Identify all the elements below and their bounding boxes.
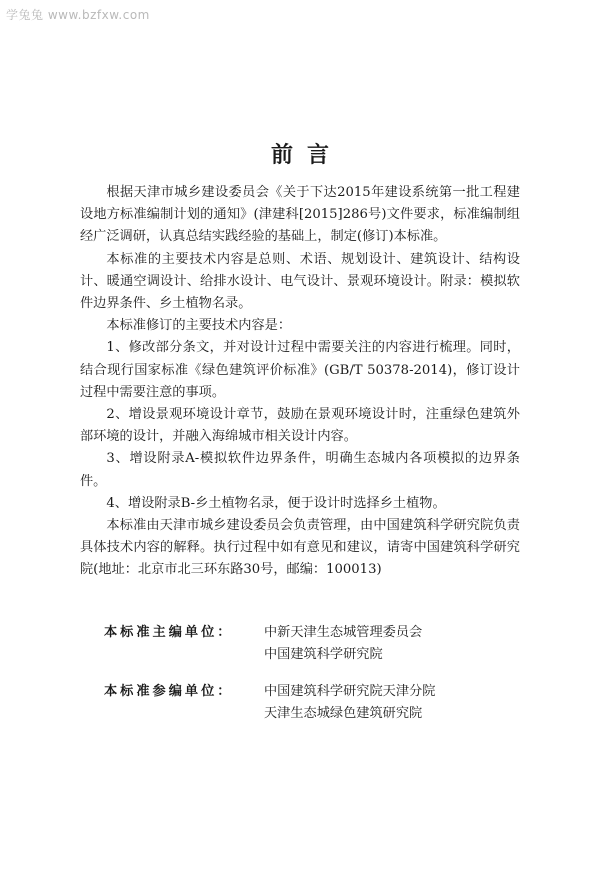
units-section [104,622,524,740]
paragraph-revision-3: 3、增设附录A-模拟软件边界条件，明确生态城内各项模拟的边界条件。 [80,451,520,489]
paragraph-revision-2: 2、增设景观环境设计章节，鼓励在景观环境设计时，注重绿色建筑外部环境的设计，并融入海绵城市相关设计内容。 [80,407,520,445]
chief-unit: 中国建筑科学研究院 [264,647,383,663]
chief-units-list [264,622,422,667]
paragraph-revision-1: 1、修改部分条文，并对设计过程中需要关注的内容进行梳理。同时，结合现行国家标准《绿色建筑评价标准》(GB/T 50378-2014)，修订设计过程中需要注意的事项。 [80,340,520,400]
page-title: 前言 [270,143,343,168]
chief-unit: 中新天津生态城管理委员会 [264,625,423,640]
participating-units-label: 本标准参编单位： [104,683,234,699]
paragraph-background: 根据天津市城乡建设委员会《关于下达2015年建设系统第一批工程建设地方标准编制计划的通知》(津建科[2015]286号)文件要求，标准编制组经广泛调研，认真总结实践经验的基础上，制定(修订)本标准。 [80,185,520,245]
participating-units-list [264,681,435,726]
participating-unit: 天津生态城绿色建筑研究院 [264,706,423,722]
paragraph-revision-intro: 本标准修订的主要技术内容是： [106,318,292,334]
chief-units [104,622,524,667]
chief-units-label: 本标准主编单位： [104,625,234,640]
paragraph-main-content: 本标准的主要技术内容是总则、术语、规划设计、建筑设计、结构设计、暖通空调设计、给排水设计、电气设计、景观环境设计。附录：模拟软件边界条件、乡土植物名录。 [80,251,520,312]
watermark: 学兔兔 www.bzfxw.com [6,8,150,22]
paragraph-management: 本标准由天津市城乡建设委员会负责管理，由中国建筑科学研究院负责具体技术内容的解释。执行过程中如有意见和建议，请寄中国建筑科学研究院(地址：北京市北三环东路30号，邮编：100013) [80,518,520,578]
participating-unit: 中国建筑科学研究院天津分院 [264,683,436,699]
preface-body [80,182,520,582]
paragraph-revision-4: 4、增设附录B-乡土植物名录，便于设计时选择乡土植物。 [106,495,446,511]
participating-units [104,681,524,726]
